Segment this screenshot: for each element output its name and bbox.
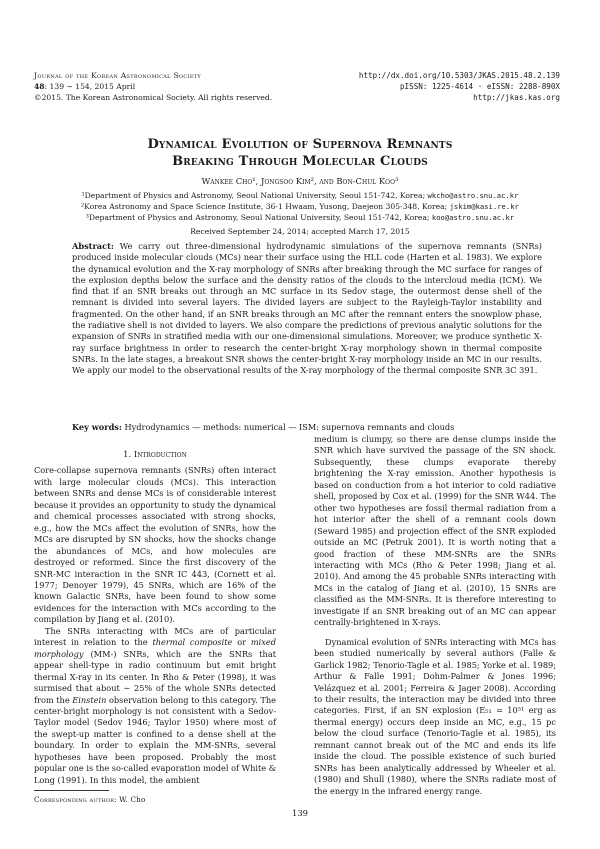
text-run: observation belong to this category. The center-bright morphology is not consistent with a Sedov-Taylor model (Sedov 1946; Taylor 1950) where most of the swept-up matter is confined to a dense shell at the boundary. In order to explain the MM-SNRs, several hypotheses have been proposed. Probably the most popular one is the so-called evaporation model of White & Long (1991). In this model, the ambient [34, 694, 277, 785]
text-run: (MM-) SNRs, which are the SNRs that appear shell-type in radio continuum but emit bright thermal X-ray in its center. In Rho & Peter (1998), it was surmised that about ∼ 25% of the whole SNRs detected from the [34, 648, 276, 705]
email-link[interactable]: koo@astro.snu.ac.kr [431, 212, 515, 222]
journal-url[interactable]: http://jkas.kas.org [473, 93, 560, 102]
keywords-text: Hydrodynamics — methods: numerical — ISM: supernova remnants and clouds [121, 422, 455, 432]
email-link[interactable]: wkcho@astro.snu.ac.kr [427, 191, 519, 200]
abstract-text: We carry out three-dimensional hydrodynamic simulations of the supernova remnants (SNRs) produced inside molecular clouds (MCs) near their surface using the HLL code (Harten et al. 1983). We explore the dynamical evolution and the X-ray morphology of SNRs after breaking through the MC surface for ranges of the explosion depths below the surface and the density ratios of the clouds to the intercloud media (ICM). We find that if an SNR breaks out through an MC surface in its Sedov stage, the outermost dense shell of the remnant is divided into several layers. The divided layers are subject to the Rayleigh-Taylor instability and fragmented. On the other hand, if an SNR breaks through an MC after the remnant enters the snowplow phase, the radiative shell is not divided to layers. We also compare the predictions of previous analytic solutions for the expansion of SNRs in stratified media with our one-dimensional simulations. Moreover, we produce synthetic X-ray surface brightness in order to research the center-bright X-ray morphology shown in thermal composite SNRs. In the late stages, a breakout SNR shows the center-bright X-ray morphology inside an MC in our results. We apply our model to the observational results of the X-ray morphology of the thermal composite SNR 3C 391. [72, 241, 542, 376]
paper-title [0, 136, 600, 170]
emphasis: Einstein [72, 694, 107, 705]
keywords [72, 422, 542, 433]
keywords-label: Key words: [72, 422, 122, 432]
journal-name: Journal of the Korean Astronomical Society [34, 71, 202, 80]
paragraph: Dynamical evolution of SNRs interacting with MCs has been studied numerically by several authors (Falle & Garlick 1982; Tenorio-Tagle et al. 1985; Yorke et al. 1989; Arthur & Falle 1991; Dohm-Palmer & Jones 1996; Velázquez et al. 2001; Ferreira & Jager 2008). According to their results, the interaction may be divided into three categories. First, if an SN explosion (E₅₁ = 10⁵¹ erg as thermal energy) occurs deep inside an MC, e.g., 15 pc below the cloud surface (Tenorio-Tagle et al. 1985), its remnant cannot break out of the MC and ends its life inside the cloud. The possible existence of such buried SNRs has been analytically addressed by Wheeler et al. (1980) and Shull (1980), where the SNRs radiate most of the energy in the infrared energy range. [314, 636, 556, 796]
paragraph: Core-collapse supernova remnants (SNRs) often interact with large molecular clouds (MCs). This interaction between SNRs and dense MCs is of considerable interest because it provides an opportunity to study the dynamical and chemical processes associated with strong shocks, e.g., how the MCs affect the evolution of SNRs, how the MCs are disrupted by SN shocks, how the shocks change the abundances of MCs, and how molecules are destroyed or reformed. Since the first discovery of the SNR-MC interaction in the SNR IC 443, (Cornett et al. 1977; Denoyer 1979), 45 SNRs, which are 16% of the known Galactic SNRs, have been found to show some evidences for the interaction with MCs according to the compilation by Jiang et al. (2010). [34, 465, 276, 625]
emphasis: thermal composite [152, 637, 233, 648]
emphasis: mixed morphology [34, 637, 277, 659]
copyright: ©2015. The Korean Astronomical Society. All rights reserved. [34, 93, 273, 102]
right-column [314, 434, 556, 797]
affiliation-2 [0, 202, 600, 213]
abstract-label: Abstract: [72, 241, 114, 251]
paragraph: medium is clumpy, so there are dense clumps inside the SNR which have survived the passage of the SN shock. Subsequently, these clumps evaporate thereby brightening the X-ray emission. Another hypothesis is based on conduction from a hot interior to cold radiative shell, proposed by Cox et al. (1999) for the SNR W44. The other two hypotheses are fossil thermal radiation from a hot interior after the shell of a remnant cools down (Seward 1985) and projection effect of the SNR exploded outside an MC (Petruk 2001). It is worth noting that a good fraction of these MM-SNRs are the SNRs interacting with MCs (Rho & Peter 1998; Jiang et al. 2010). And among the 45 probable SNRs interacting with MCs in the catalog of Jiang et al. (2010), 15 SNRs are classified as the MM-SNRs. It is therefore interesting to investigate if an SNR breaking out of an MC can appear centrally-brightened in X-rays. [314, 434, 556, 628]
footnote-name: W. Cho [116, 795, 146, 804]
volume: 48 [34, 82, 45, 91]
affiliation-1 [0, 191, 600, 202]
section-heading: 1. Introduction [123, 449, 187, 459]
affiliations [0, 191, 600, 223]
pages: : 139 ∼ 154, 2015 April [44, 82, 136, 91]
footnote-label: Corresponding author: [34, 795, 117, 804]
left-column [34, 449, 276, 786]
footnote-rule [34, 790, 109, 791]
paragraph [34, 626, 276, 786]
page-number: 139 [292, 808, 308, 818]
volume-line [34, 81, 334, 92]
title-line-2: Breaking Through Molecular Clouds [172, 154, 428, 169]
title-line-1: Dynamical Evolution of Supernova Remnants [147, 137, 453, 152]
abstract [72, 241, 542, 377]
doi-header [359, 70, 560, 103]
footnote [34, 795, 146, 804]
issn: pISSN: 1225-4614 · eISSN: 2288-890X [399, 82, 560, 91]
text-run: The SNRs interacting with MCs are of particular interest in relation to the [34, 625, 276, 648]
affiliation-text: ¹Department of Physics and Astronomy, Seoul National University, Seoul 151-742, Korea; [81, 191, 428, 200]
affiliation-3 [0, 213, 600, 224]
text-run: or [232, 637, 251, 648]
affiliation-text: ³Department of Physics and Astronomy, Seoul National University, Seoul 151-742, Korea; [85, 212, 432, 222]
journal-header [34, 70, 334, 103]
authors: Wankee Cho¹, Jongsoo Kim², and Bon-Chul Koo³ [201, 176, 399, 186]
doi-link[interactable]: http://dx.doi.org/10.5303/JKAS.2015.48.2.139 [358, 71, 560, 80]
affiliation-text: ²Korea Astronomy and Space Science Institute, 36-1 Hwaam, Yusong, Daejeon 305-348, Korea; [81, 201, 450, 211]
email-link[interactable]: jskim@kasi.re.kr [449, 201, 519, 211]
received-dates: Received September 24, 2014; accepted March 17, 2015 [190, 227, 410, 236]
